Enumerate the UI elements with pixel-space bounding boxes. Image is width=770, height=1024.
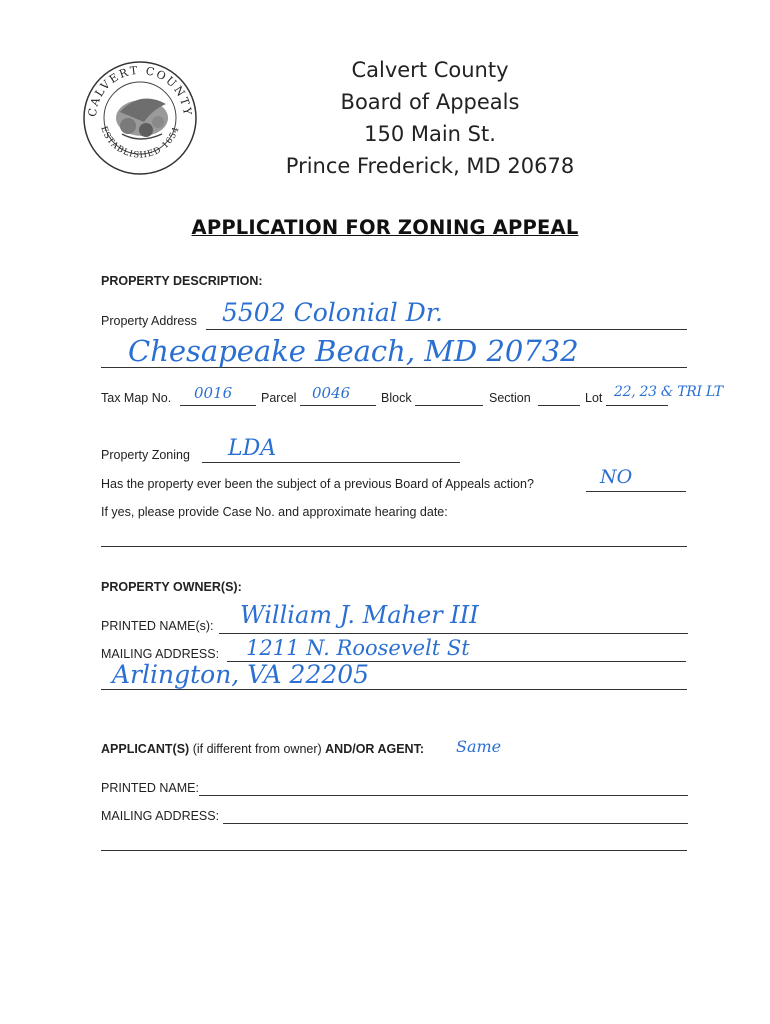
applicant-heading-note: (if different from owner) — [192, 742, 322, 756]
previous-action-field[interactable]: NO — [600, 466, 633, 488]
parcel-line — [300, 405, 376, 406]
tax-map-field[interactable]: 0016 — [194, 384, 233, 402]
tax-map-label: Tax Map No. — [101, 391, 172, 405]
lot-line — [606, 405, 668, 406]
applicant-heading — [101, 742, 424, 756]
owner-mailing-field[interactable]: 1211 N. Roosevelt St — [246, 636, 470, 660]
county-seal — [82, 60, 198, 176]
previous-action-line — [586, 491, 686, 492]
property-owner-heading: PROPERTY OWNER(S): — [101, 580, 242, 594]
board-name: Board of Appeals — [340, 90, 520, 114]
applicant-mailing-line-2[interactable] — [101, 850, 687, 851]
property-zoning-line — [202, 462, 460, 463]
owner-name-field[interactable]: William J. Maher III — [240, 601, 479, 629]
agent-field[interactable]: Same — [456, 737, 502, 756]
property-zoning-label: Property Zoning — [101, 448, 190, 462]
city-state-zip: Prince Frederick, MD 20678 — [285, 154, 575, 178]
owner-name-label: PRINTED NAME(s): — [101, 619, 214, 633]
section-label: Section — [489, 391, 531, 405]
applicant-heading-agent: AND/OR AGENT: — [325, 742, 424, 756]
owner-mailing-label: MAILING ADDRESS: — [101, 647, 220, 661]
owner-mailing-line-2 — [101, 689, 687, 690]
svg-text:ESTABLISHED 1654: ESTABLISHED 1654 — [98, 125, 182, 161]
svg-text:CALVERT COUNTY: CALVERT COUNTY — [85, 63, 195, 118]
lot-field[interactable]: 22, 23 & TRI LT — [614, 384, 723, 400]
property-description-heading: PROPERTY DESCRIPTION: — [101, 274, 263, 288]
property-address-label: Property Address — [101, 314, 197, 328]
block-line — [415, 405, 483, 406]
previous-action-question: Has the property ever been the subject of a previous Board of Appeals action? — [101, 477, 534, 491]
owner-name-line — [219, 633, 688, 634]
parcel-field[interactable]: 0046 — [312, 384, 351, 402]
lot-label: Lot — [585, 391, 603, 405]
parcel-label: Parcel — [261, 391, 297, 405]
applicant-name-line[interactable] — [199, 795, 688, 796]
applicant-heading-label: APPLICANT(S) — [101, 742, 190, 756]
applicant-mailing-label: MAILING ADDRESS: — [101, 809, 220, 823]
property-address-line — [206, 329, 687, 330]
street-address: 150 Main St. — [364, 122, 496, 146]
owner-mailing-field-2[interactable]: Arlington, VA 22205 — [112, 660, 370, 689]
block-label: Block — [381, 391, 412, 405]
section-line — [538, 405, 580, 406]
tax-map-line — [180, 405, 256, 406]
property-zoning-field[interactable]: LDA — [228, 436, 277, 461]
property-address-field[interactable]: 5502 Colonial Dr. — [222, 298, 443, 327]
applicant-name-label: PRINTED NAME: — [101, 781, 199, 795]
county-name: Calvert County — [351, 58, 509, 82]
form-title: APPLICATION FOR ZONING APPEAL — [191, 216, 579, 239]
case-number-prompt: If yes, please provide Case No. and approximate hearing date: — [101, 505, 448, 519]
case-number-line[interactable] — [101, 546, 687, 547]
applicant-mailing-line[interactable] — [223, 823, 688, 824]
property-address-field-2[interactable]: Chesapeake Beach, MD 20732 — [128, 334, 579, 368]
board-address-block — [250, 54, 610, 182]
